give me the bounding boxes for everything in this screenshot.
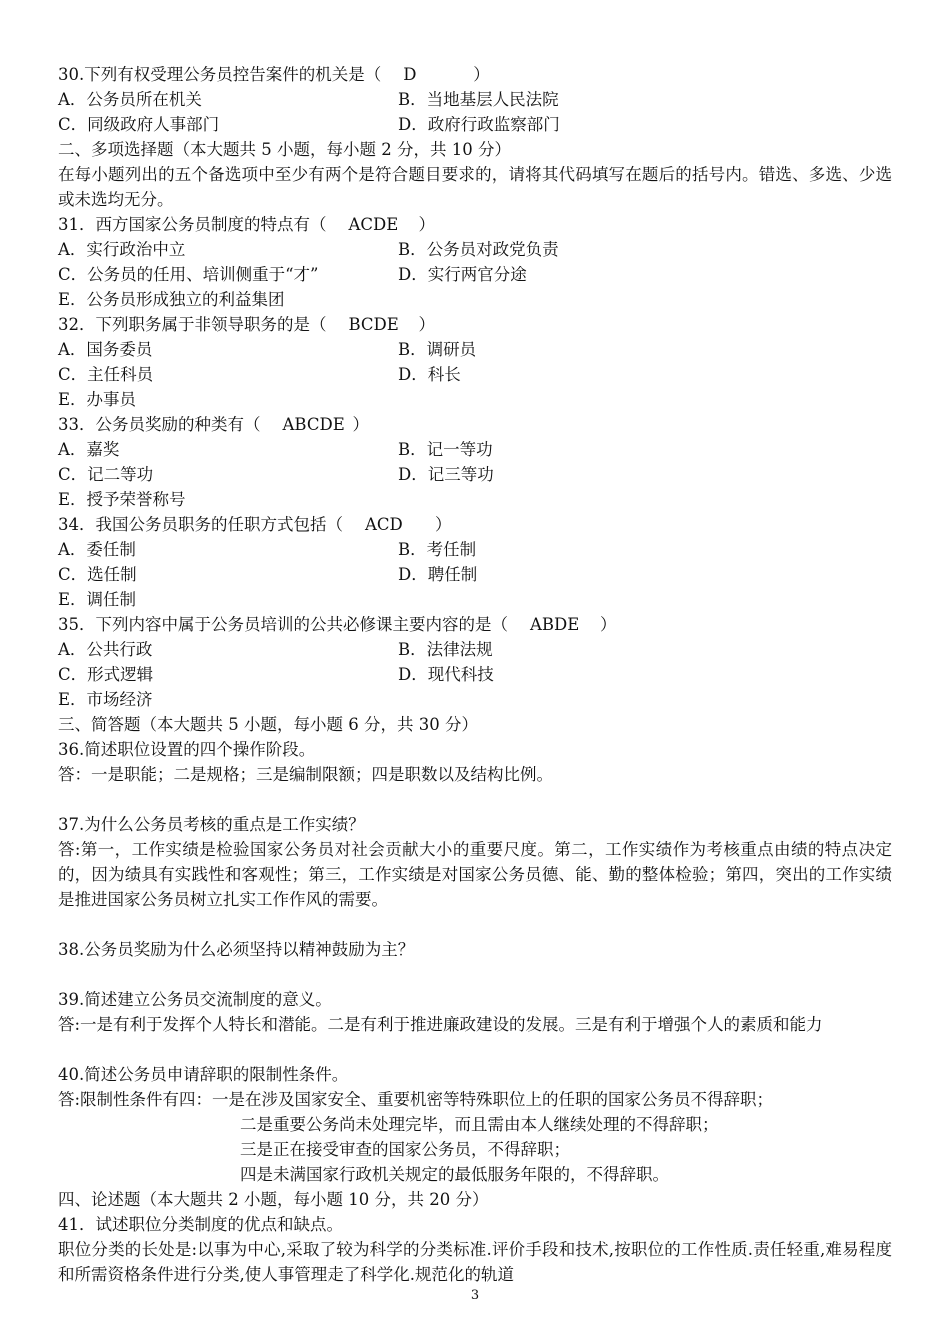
question-30 xyxy=(58,62,490,87)
options-row xyxy=(58,237,559,262)
bracket-close: ） xyxy=(352,415,369,434)
question-text: 31．西方国家公务员制度的特点有（ xyxy=(58,215,327,234)
question-36: 36.简述职位设置的四个操作阶段。 xyxy=(58,740,316,759)
options-row xyxy=(58,437,493,462)
option-b: B．考任制 xyxy=(398,540,477,559)
question-41: 41．试述职位分类制度的优点和缺点。 xyxy=(58,1215,343,1234)
bracket-close: ） xyxy=(435,515,452,534)
answer-key: BCDE xyxy=(348,315,399,334)
option-d: D．记三等功 xyxy=(398,465,494,484)
option-e: E．调任制 xyxy=(58,590,137,609)
question-33 xyxy=(58,412,369,437)
answer-key: ABCDE xyxy=(282,415,345,434)
answer-36: 答：一是职能；二是规格；三是编制限额；四是职数以及结构比例。 xyxy=(58,765,553,784)
answer-39: 答:一是有利于发挥个人特长和潜能。二是有利于推进廉政建设的发展。三是有利于增强个人的素质和能力 xyxy=(58,1015,823,1034)
option-c: C．同级政府人事部门 xyxy=(58,115,220,134)
question-39: 39.简述建立公务员交流制度的意义。 xyxy=(58,990,332,1009)
option-e: E．公务员形成独立的利益集团 xyxy=(58,290,285,309)
options-row xyxy=(58,462,494,487)
section-heading: 四、论述题（本大题共 2 小题，每小题 10 分，共 20 分） xyxy=(58,1190,489,1209)
question-32 xyxy=(58,312,435,337)
answer-40-item: 二是重要公务尚未处理完毕，而且需由本人继续处理的不得辞职； xyxy=(240,1115,719,1134)
section-instructions: 在每小题列出的五个备选项中至少有两个是符合题目要求的，请将其代码填写在题后的括号内。错选、多选、少选或未选均无分。 xyxy=(58,165,892,209)
option-a: A．公共行政 xyxy=(58,640,153,659)
option-b: B．法律法规 xyxy=(398,640,493,659)
question-text: 35．下列内容中属于公务员培训的公共必修课主要内容的是（ xyxy=(58,615,508,634)
option-c: C．公务员的任用、培训侧重于“才” xyxy=(58,265,319,284)
answer-key: ACDE xyxy=(348,215,399,234)
option-e: E．授予荣誉称号 xyxy=(58,490,186,509)
option-a: A．国务委员 xyxy=(58,340,153,359)
option-e: E．办事员 xyxy=(58,390,137,409)
question-38: 38.公务员奖励为什么必须坚持以精神鼓励为主？ xyxy=(58,940,415,959)
question-text: 30.下列有权受理公务员控告案件的机关是（ xyxy=(58,65,382,84)
answer-key: ACD xyxy=(365,515,403,534)
option-c: C．形式逻辑 xyxy=(58,665,154,684)
options-row xyxy=(58,662,494,687)
answer-40-item: 三是正在接受审查的国家公务员，不得辞职； xyxy=(240,1140,570,1159)
option-b: B．当地基层人民法院 xyxy=(398,90,559,109)
options-row xyxy=(58,637,493,662)
question-35 xyxy=(58,612,617,637)
question-31 xyxy=(58,212,435,237)
bracket-close: ） xyxy=(418,315,435,334)
bracket-close: ） xyxy=(418,215,435,234)
answer-40-item: 四是未满国家行政机关规定的最低服务年限的，不得辞职。 xyxy=(240,1165,669,1184)
options-row xyxy=(58,537,477,562)
page-number: 3 xyxy=(470,1288,480,1303)
answer-key: ABDE xyxy=(530,615,580,634)
option-b: B．记一等功 xyxy=(398,440,493,459)
option-a: A．嘉奖 xyxy=(58,440,120,459)
options-row xyxy=(58,337,477,362)
option-d: D．聘任制 xyxy=(398,565,478,584)
options-row xyxy=(58,562,478,587)
option-c: C．记二等功 xyxy=(58,465,154,484)
section-heading: 二、多项选择题（本大题共 5 小题，每小题 2 分，共 10 分） xyxy=(58,140,511,159)
option-d: D．现代科技 xyxy=(398,665,494,684)
bracket-close: ） xyxy=(600,615,617,634)
option-b: B．调研员 xyxy=(398,340,477,359)
question-34 xyxy=(58,512,452,537)
question-text: 32．下列职务属于非领导职务的是（ xyxy=(58,315,327,334)
answer-37: 答:第一，工作实绩是检验国家公务员对社会贡献大小的重要尺度。第二，工作实绩作为考核重点由绩的特点决定的，因为绩具有实践性和客观性；第三，工作实绩是对国家公务员德、能、勤的整体检验；第四，突出的工作实绩是推进国家公务员树立扎实工作作风的需要。 xyxy=(58,840,892,909)
option-d: D．实行两官分途 xyxy=(398,265,527,284)
question-text: 34．我国公务员职务的任职方式包括（ xyxy=(58,515,343,534)
option-c: C．主任科员 xyxy=(58,365,154,384)
option-d: D．科长 xyxy=(398,365,461,384)
option-b: B．公务员对政党负责 xyxy=(398,240,559,259)
question-text: 33．公务员奖励的种类有（ xyxy=(58,415,261,434)
option-a: A．实行政治中立 xyxy=(58,240,186,259)
options-row xyxy=(58,112,560,137)
options-row xyxy=(58,262,527,287)
answer-41: 职位分类的长处是:以事为中心,采取了较为科学的分类标准.评价手段和技术,按职位的工作性质.责任轻重,难易程度和所需资格条件进行分类,使人事管理走了科学化.规范化的轨道 xyxy=(58,1240,892,1284)
option-a: A．公务员所在机关 xyxy=(58,90,202,109)
answer-key: D xyxy=(403,65,417,84)
option-e: E．市场经济 xyxy=(58,690,153,709)
question-37: 37.为什么公务员考核的重点是工作实绩？ xyxy=(58,815,365,834)
answer-40: 答:限制性条件有四：一是在涉及国家安全、重要机密等特殊职位上的任职的国家公务员不得辞职； xyxy=(58,1090,774,1109)
section-heading: 三、简答题（本大题共 5 小题，每小题 6 分，共 30 分） xyxy=(58,715,478,734)
option-d: D．政府行政监察部门 xyxy=(398,115,560,134)
question-40: 40.简述公务员申请辞职的限制性条件。 xyxy=(58,1065,349,1084)
option-a: A．委任制 xyxy=(58,540,136,559)
option-c: C．选任制 xyxy=(58,565,137,584)
bracket-close: ） xyxy=(473,65,490,84)
options-row xyxy=(58,362,461,387)
options-row xyxy=(58,87,559,112)
